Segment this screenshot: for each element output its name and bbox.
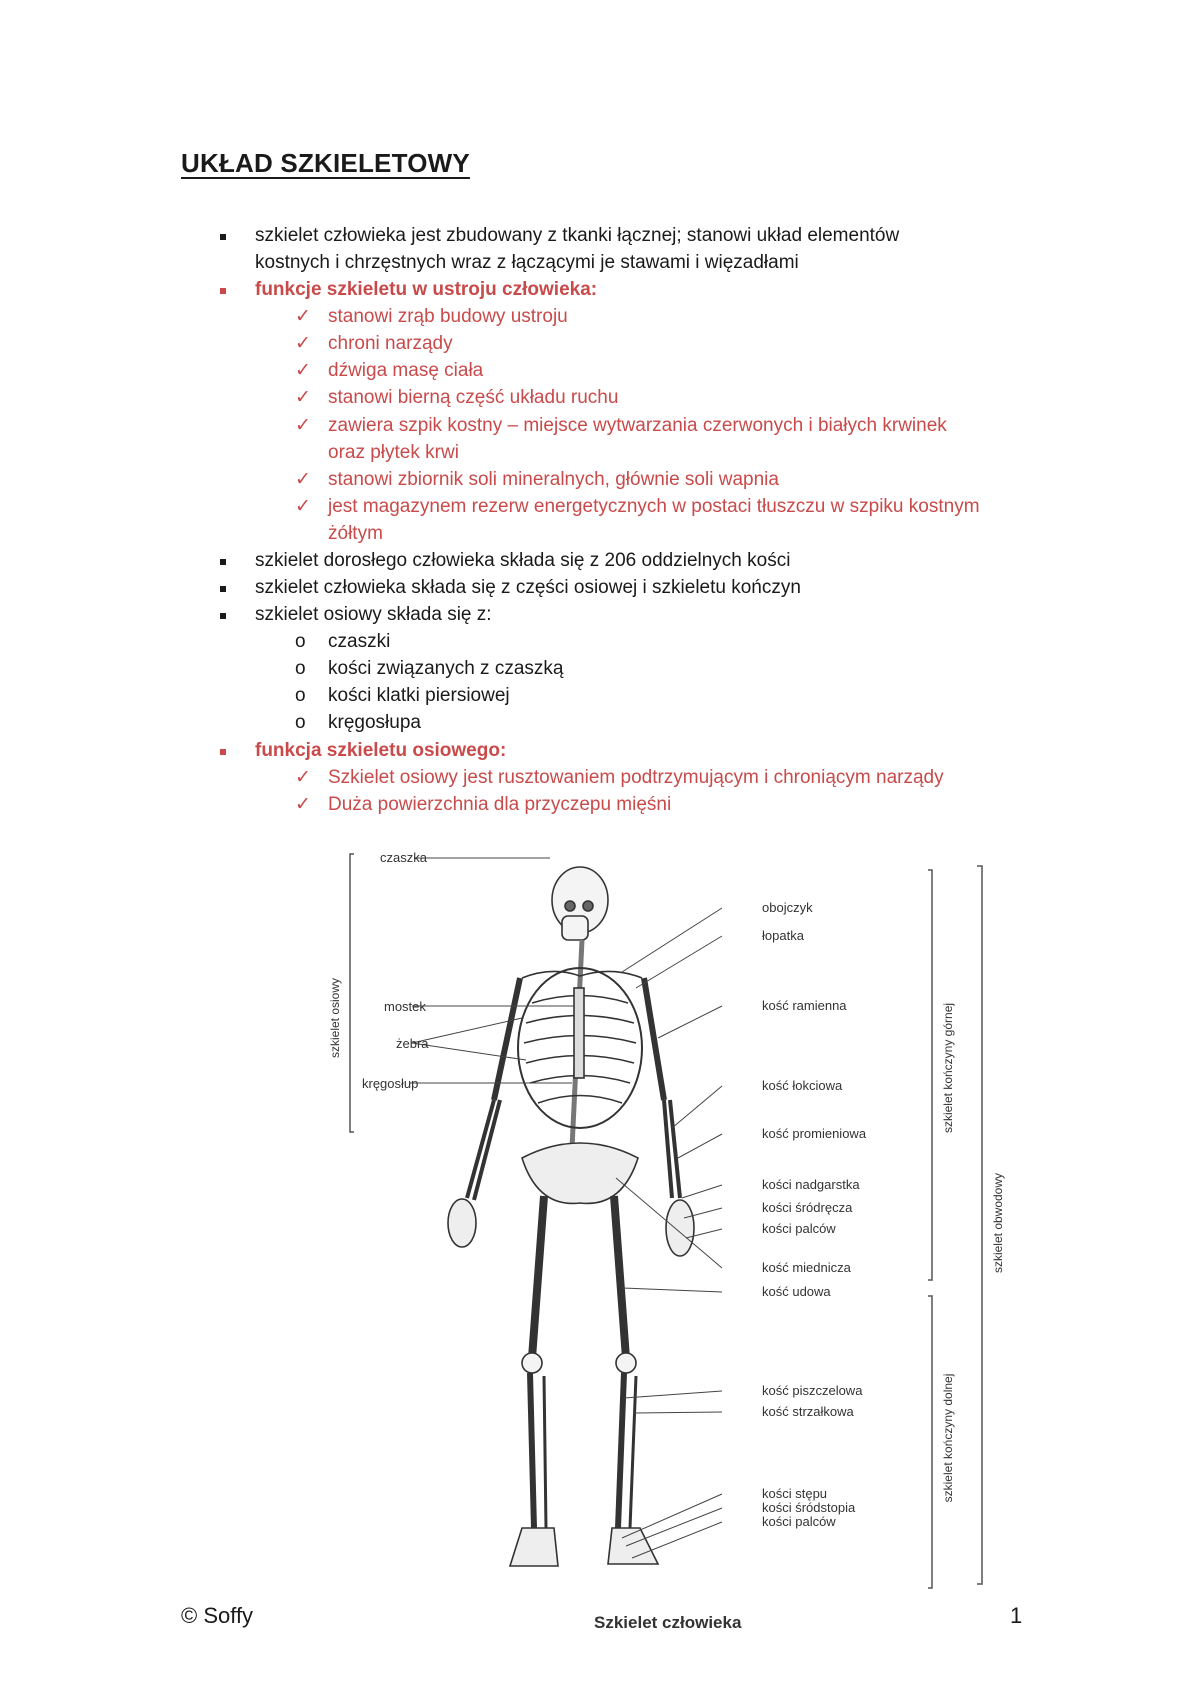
label-palcow-stopy: kości palców	[762, 1514, 836, 1529]
bullet-square	[220, 234, 226, 240]
label-kregoslup: kręgosłup	[362, 1076, 419, 1091]
list-item: jest magazynem rezerw energetycznych w postaci tłuszczu w szpiku kostnym	[328, 496, 980, 517]
list-item: szkielet człowieka jest zbudowany z tkanki łącznej; stanowi układ elementów	[255, 225, 900, 246]
list-item: kostnych i chrzęstnych wraz z łączącymi je stawami i więzadłami	[255, 252, 799, 273]
label-miednicza: kość miednicza	[762, 1260, 851, 1275]
list-item: Szkielet osiowy jest rusztowaniem podtrzymującym i chroniącym narządy	[328, 767, 944, 788]
check-icon: ✓	[295, 794, 311, 815]
bullet-square	[220, 288, 226, 294]
skeleton-figure	[322, 838, 1022, 1638]
label-peripheral: szkielet obwodowy	[991, 1172, 1005, 1274]
label-zebra: żebra	[396, 1036, 429, 1051]
footer-page-number: 1	[1010, 1603, 1023, 1628]
list-item: Duża powierzchnia dla przyczepu mięśni	[328, 794, 672, 815]
label-czaszka: czaszka	[380, 850, 427, 865]
bullet-square	[220, 613, 226, 619]
list-item: oraz płytek krwi	[328, 442, 459, 463]
page-title: UKŁAD SZKIELETOWY	[181, 148, 470, 178]
list-item: czaszki	[328, 631, 391, 652]
check-icon: ✓	[295, 767, 311, 788]
label-obojczyk: obojczyk	[762, 900, 813, 915]
list-item: kości klatki piersiowej	[328, 685, 510, 706]
label-lower-limb: szkielet kończyny dolnej	[941, 1373, 955, 1503]
label-piszczelowa: kość piszczelowa	[762, 1383, 863, 1398]
check-icon: ✓	[295, 387, 311, 408]
circle-bullet: o	[295, 712, 306, 733]
check-icon: ✓	[295, 415, 311, 436]
list-item: stanowi zbiornik soli mineralnych, głównie soli wapnia	[328, 469, 779, 490]
list-item: żółtym	[328, 523, 383, 544]
list-item: stanowi bierną część układu ruchu	[328, 387, 619, 408]
list-item: szkielet człowieka składa się z części osiowej i szkieletu kończyn	[255, 577, 801, 598]
list-item: dźwiga masę ciała	[328, 360, 484, 381]
label-udowa: kość udowa	[762, 1284, 831, 1299]
label-lopatka: łopatka	[762, 928, 804, 943]
list-item: kręgosłupa	[328, 712, 421, 733]
list-item: kości związanych z czaszką	[328, 658, 564, 679]
bullet-square	[220, 559, 226, 565]
list-item: szkielet osiowy składa się z:	[255, 604, 492, 625]
label-promieniowa: kość promieniowa	[762, 1126, 867, 1141]
label-palcow-reki: kości palców	[762, 1221, 836, 1236]
circle-bullet: o	[295, 685, 306, 706]
circle-bullet: o	[295, 658, 306, 679]
label-mostek: mostek	[384, 999, 426, 1014]
label-stepu: kości stępu	[762, 1486, 828, 1501]
label-strzalkowa: kość strzałkowa	[762, 1404, 854, 1419]
list-item: zawiera szpik kostny – miejsce wytwarzania czerwonych i białych krwinek	[328, 415, 947, 436]
check-icon: ✓	[295, 496, 311, 517]
list-item: funkcja szkieletu osiowego:	[255, 740, 507, 761]
check-icon: ✓	[295, 306, 311, 327]
list-item: szkielet dorosłego człowieka składa się z 206 oddzielnych kości	[255, 550, 791, 571]
label-axial: szkielet osiowy	[328, 977, 342, 1059]
list-item: stanowi zrąb budowy ustroju	[328, 306, 568, 327]
label-lokciowa: kość łokciowa	[762, 1078, 843, 1093]
circle-bullet: o	[295, 631, 306, 652]
check-icon: ✓	[295, 360, 311, 381]
label-srodstopia: kości śródstopia	[762, 1500, 856, 1515]
bullet-square	[220, 586, 226, 592]
figure-caption: Szkielet człowieka	[594, 1613, 742, 1632]
check-icon: ✓	[295, 333, 311, 354]
check-icon: ✓	[295, 469, 311, 490]
list-item: chroni narządy	[328, 333, 453, 354]
bullet-square	[220, 749, 226, 755]
label-ramienna: kość ramienna	[762, 998, 847, 1013]
label-srodrecza: kości śródręcza	[762, 1200, 853, 1215]
label-nadgarstka: kości nadgarstka	[762, 1177, 860, 1192]
label-upper-limb: szkielet kończyny górnej	[941, 1002, 955, 1134]
list-item: funkcje szkieletu w ustroju człowieka:	[255, 279, 598, 300]
footer-copyright: © Soffy	[181, 1603, 254, 1628]
